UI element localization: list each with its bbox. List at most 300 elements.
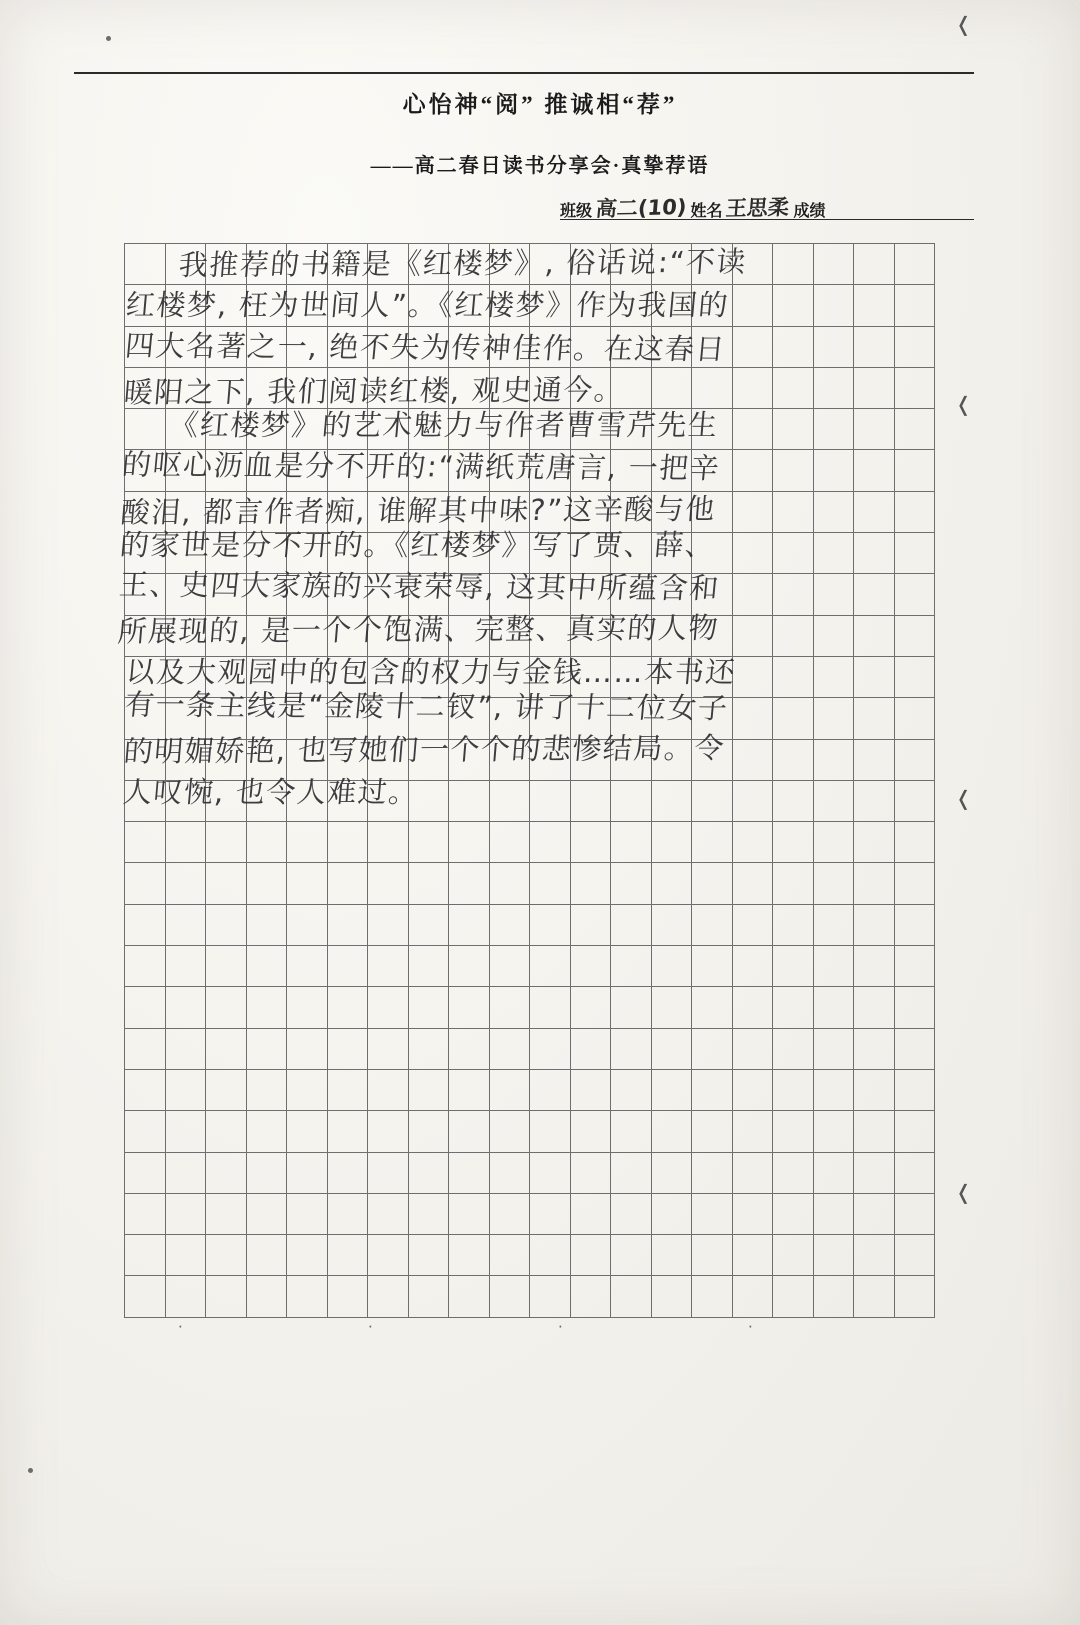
grid-cell (327, 1235, 368, 1276)
grid-cell (449, 822, 490, 863)
grid-cell (368, 1193, 409, 1234)
grid-cell (651, 739, 692, 780)
handwritten-line: 所展现的, 是一个个饱满、完整、真实的人物 (116, 611, 721, 649)
grid-cell (530, 656, 571, 697)
grid-row (125, 244, 935, 285)
grid-cell (489, 1069, 530, 1110)
grid-cell (327, 1111, 368, 1152)
grid-cell (813, 326, 854, 367)
grid-cell (165, 1193, 206, 1234)
grid-cell (206, 450, 247, 491)
grid-cell (570, 1069, 611, 1110)
grid-cell (368, 739, 409, 780)
grid-cell (165, 1152, 206, 1193)
grid-cell (327, 656, 368, 697)
grid-cell (570, 863, 611, 904)
grid-cell (246, 987, 287, 1028)
grid-cell (246, 615, 287, 656)
grid-row (125, 574, 935, 615)
grid-cell (206, 656, 247, 697)
grid-cell (813, 656, 854, 697)
grid-cell (327, 326, 368, 367)
grid-cell (854, 1235, 895, 1276)
grid-cell (692, 987, 733, 1028)
grid-cell (489, 987, 530, 1028)
grid-cell (246, 863, 287, 904)
grid-cell (206, 1152, 247, 1193)
grid-cell (408, 533, 449, 574)
grid-cell (165, 285, 206, 326)
grid-cell (732, 244, 773, 285)
grid-row (125, 1235, 935, 1276)
grid-cell (854, 285, 895, 326)
name-label: 姓名 (690, 203, 723, 220)
grid-cell (287, 367, 328, 408)
grid-cell (489, 822, 530, 863)
grid-cell (246, 367, 287, 408)
grid-cell (692, 1111, 733, 1152)
grid-cell (732, 491, 773, 532)
grid-cell (408, 987, 449, 1028)
grid-cell (692, 739, 733, 780)
grid-cell (773, 1069, 814, 1110)
grid-cell (368, 244, 409, 285)
grid-cell (732, 533, 773, 574)
grid-cell (125, 574, 166, 615)
grid-cell (813, 450, 854, 491)
grid-cell (894, 491, 935, 532)
grid-cell (287, 615, 328, 656)
grid-cell (651, 1111, 692, 1152)
grid-cell (651, 367, 692, 408)
grid-cell (651, 1069, 692, 1110)
grid-cell (813, 1276, 854, 1317)
grid-cell (125, 1193, 166, 1234)
grid-cell (368, 491, 409, 532)
grid-cell (449, 739, 490, 780)
grid-cell (894, 698, 935, 739)
grid-cell (206, 244, 247, 285)
grid-cell (813, 739, 854, 780)
grid-cell (732, 863, 773, 904)
grid-cell (206, 491, 247, 532)
grid-cell (894, 409, 935, 450)
grid-cell (894, 615, 935, 656)
grid-cell (611, 1069, 652, 1110)
grid-cell (368, 326, 409, 367)
grid-cell (570, 1152, 611, 1193)
grid-cell (125, 1235, 166, 1276)
grid-cell (287, 285, 328, 326)
grid-row (125, 987, 935, 1028)
grid-cell (854, 1069, 895, 1110)
grid-cell (408, 656, 449, 697)
grid-cell (489, 1276, 530, 1317)
grid-cell (570, 656, 611, 697)
grid-cell (813, 244, 854, 285)
grid-cell (773, 326, 814, 367)
grid-cell (894, 1028, 935, 1069)
grid-cell (246, 1152, 287, 1193)
grid-cell (125, 326, 166, 367)
grid-cell (125, 1111, 166, 1152)
grid-cell (246, 491, 287, 532)
grid-cell (570, 491, 611, 532)
grid-cell (125, 615, 166, 656)
grid-cell (287, 698, 328, 739)
grid-cell (327, 1069, 368, 1110)
grid-cell (530, 1028, 571, 1069)
grid-cell (692, 656, 733, 697)
handwritten-line: 的家世是分不开的。《红楼梦》写了贾、薛、 (118, 527, 718, 562)
grid-cell (489, 450, 530, 491)
grid-cell (894, 244, 935, 285)
grid-cell (287, 244, 328, 285)
grid-cell (287, 946, 328, 987)
grid-cell (327, 367, 368, 408)
grid-cell (165, 1111, 206, 1152)
grid-cell (894, 780, 935, 821)
grid-cell (449, 1111, 490, 1152)
grid-cell (287, 1235, 328, 1276)
grid-cell (692, 533, 733, 574)
grid-cell (530, 822, 571, 863)
grid-cell (206, 698, 247, 739)
grid-cell (530, 780, 571, 821)
grid-cell (813, 1193, 854, 1234)
grid-cell (408, 1111, 449, 1152)
grid-cell (368, 615, 409, 656)
grid-cell (206, 1193, 247, 1234)
grid-cell (408, 1069, 449, 1110)
grid-cell (773, 409, 814, 450)
handwritten-line: 四大名著之一, 绝不失为传神佳作。在这春日 (123, 328, 728, 366)
grid-cell (246, 244, 287, 285)
grid-row (125, 1152, 935, 1193)
grid-cell (368, 367, 409, 408)
grid-cell (773, 1111, 814, 1152)
grid-row (125, 1069, 935, 1110)
grid-cell (813, 822, 854, 863)
student-meta-row (560, 192, 980, 222)
grid-cell (125, 656, 166, 697)
grid-cell (246, 739, 287, 780)
grid-cell (813, 1235, 854, 1276)
grid-cell (489, 904, 530, 945)
grid-cell (449, 1276, 490, 1317)
grid-cell (165, 739, 206, 780)
grid-cell (611, 946, 652, 987)
grid-cell (489, 285, 530, 326)
grid-cell (368, 574, 409, 615)
grid-cell (651, 326, 692, 367)
grid-cell (449, 615, 490, 656)
grid-cell (611, 533, 652, 574)
grid-cell (651, 1152, 692, 1193)
grid-cell (732, 1235, 773, 1276)
grid-cell (692, 1235, 733, 1276)
bottom-tick-mark: · (748, 1318, 753, 1336)
grid-cell (813, 574, 854, 615)
grid-cell (530, 1235, 571, 1276)
grid-cell (611, 1111, 652, 1152)
grid-row (125, 863, 935, 904)
grid-cell (692, 409, 733, 450)
grid-cell (408, 946, 449, 987)
grid-cell (125, 533, 166, 574)
grid-cell (368, 285, 409, 326)
grid-cell (327, 780, 368, 821)
class-value: 高二(10) (594, 195, 688, 221)
grid-cell (408, 326, 449, 367)
grid-cell (206, 780, 247, 821)
grid-cell (570, 326, 611, 367)
grid-cell (489, 409, 530, 450)
grid-cell (408, 491, 449, 532)
grid-row (125, 1193, 935, 1234)
grid-cell (165, 367, 206, 408)
grid-cell (530, 326, 571, 367)
grid-cell (489, 491, 530, 532)
grid-cell (732, 1028, 773, 1069)
grid-cell (854, 491, 895, 532)
grid-cell (368, 1028, 409, 1069)
grid-cell (651, 987, 692, 1028)
grid-cell (287, 904, 328, 945)
grid-cell (246, 698, 287, 739)
grid-cell (530, 244, 571, 285)
grid-cell (530, 533, 571, 574)
grid-cell (368, 1276, 409, 1317)
grid-cell (732, 946, 773, 987)
grid-cell (449, 904, 490, 945)
grid-cell (408, 615, 449, 656)
grid-cell (246, 1111, 287, 1152)
grid-cell (854, 904, 895, 945)
grid-row (125, 1028, 935, 1069)
grid-cell (773, 739, 814, 780)
grid-cell (732, 367, 773, 408)
grid-cell (813, 615, 854, 656)
grid-cell (611, 1235, 652, 1276)
grid-row (125, 450, 935, 491)
grid-cell (327, 1028, 368, 1069)
grid-cell (732, 409, 773, 450)
grid-cell (773, 491, 814, 532)
grid-cell (165, 1069, 206, 1110)
grid-cell (408, 1028, 449, 1069)
grid-cell (651, 450, 692, 491)
grid-cell (894, 574, 935, 615)
meta-underline (560, 219, 974, 220)
grid-cell (570, 244, 611, 285)
grid-cell (165, 822, 206, 863)
grid-cell (287, 1193, 328, 1234)
grid-cell (692, 780, 733, 821)
handwritten-line: 人叹惋, 也令人难过。 (121, 774, 421, 809)
grid-cell (165, 904, 206, 945)
grid-cell (894, 1193, 935, 1234)
grid-cell (611, 615, 652, 656)
grid-cell (530, 409, 571, 450)
grid-cell (773, 946, 814, 987)
grid-cell (570, 409, 611, 450)
grid-cell (246, 409, 287, 450)
grid-cell (570, 574, 611, 615)
grid-cell (246, 1235, 287, 1276)
grid-row (125, 1276, 935, 1317)
grid-cell (327, 1193, 368, 1234)
grid-cell (570, 285, 611, 326)
grid-cell (408, 739, 449, 780)
grid-cell (611, 780, 652, 821)
grid-cell (570, 1193, 611, 1234)
grid-row (125, 822, 935, 863)
grid-cell (692, 615, 733, 656)
grid-cell (165, 863, 206, 904)
grid-cell (530, 1069, 571, 1110)
grid-cell (408, 450, 449, 491)
grid-cell (449, 987, 490, 1028)
grid-cell (570, 450, 611, 491)
grid-cell (489, 739, 530, 780)
grid-cell (368, 409, 409, 450)
grid-cell (773, 780, 814, 821)
grid-cell (287, 574, 328, 615)
handwritten-line: 酸泪, 都言作者痴, 谁解其中味?”这辛酸与他 (119, 491, 718, 530)
grid-cell (408, 574, 449, 615)
grid-cell (287, 1111, 328, 1152)
grid-cell (894, 1111, 935, 1152)
grid-cell (651, 1235, 692, 1276)
grid-cell (692, 1276, 733, 1317)
grid-cell (206, 946, 247, 987)
grid-cell (854, 946, 895, 987)
grid-cell (732, 574, 773, 615)
grid-cell (732, 1111, 773, 1152)
grid-cell (854, 863, 895, 904)
grid-cell (611, 1152, 652, 1193)
grid-cell (732, 615, 773, 656)
grid-cell (165, 574, 206, 615)
grid-cell (732, 1193, 773, 1234)
grid-row (125, 615, 935, 656)
grid-cell (894, 1235, 935, 1276)
binding-dot-icon (106, 36, 111, 41)
grid-cell (408, 1235, 449, 1276)
grid-cell (125, 822, 166, 863)
grid-cell (368, 904, 409, 945)
grid-cell (692, 904, 733, 945)
grid-cell (287, 1069, 328, 1110)
grid-cell (246, 904, 287, 945)
grid-cell (570, 615, 611, 656)
grid-cell (327, 863, 368, 904)
grid-cell (813, 367, 854, 408)
grid-cell (854, 987, 895, 1028)
grid-cell (611, 491, 652, 532)
grid-cell (368, 863, 409, 904)
grid-cell (651, 533, 692, 574)
grid-cell (287, 326, 328, 367)
grid-cell (206, 987, 247, 1028)
grid-cell (246, 656, 287, 697)
grid-cell (854, 367, 895, 408)
grid-cell (287, 1276, 328, 1317)
grid-cell (327, 615, 368, 656)
grid-cell (246, 1193, 287, 1234)
grid-cell (449, 244, 490, 285)
grid-cell (206, 533, 247, 574)
grid-cell (449, 1028, 490, 1069)
handwritten-line: 我推荐的书籍是《红楼梦》, 俗话说:“不读 (116, 244, 749, 283)
grid-cell (651, 656, 692, 697)
grid-cell (813, 904, 854, 945)
grid-cell (327, 491, 368, 532)
grid-cell (894, 946, 935, 987)
grid-cell (611, 574, 652, 615)
grid-cell (894, 285, 935, 326)
grid-cell (125, 1152, 166, 1193)
grid-cell (651, 409, 692, 450)
grid-cell (651, 863, 692, 904)
handwritten-line: 有一条主线是“金陵十二钗”, 讲了十二位女子 (123, 687, 730, 726)
grid-cell (125, 739, 166, 780)
grid-cell (692, 574, 733, 615)
grid-cell (489, 574, 530, 615)
grid-cell (449, 409, 490, 450)
grid-cell (287, 1028, 328, 1069)
grid-cell (165, 244, 206, 285)
grid-cell (773, 285, 814, 326)
grid-cell (854, 326, 895, 367)
grid-cell (327, 409, 368, 450)
grid-cell (611, 656, 652, 697)
grid-cell (854, 780, 895, 821)
margin-tick-icon: ❬ (955, 392, 972, 416)
grid-cell (489, 780, 530, 821)
grid-cell (692, 326, 733, 367)
grid-cell (408, 780, 449, 821)
grid-cell (732, 1152, 773, 1193)
grid-cell (327, 698, 368, 739)
grid-cell (206, 367, 247, 408)
name-value: 王思柔 (725, 195, 791, 221)
grid-cell (165, 780, 206, 821)
grid-cell (854, 533, 895, 574)
grid-cell (368, 946, 409, 987)
grid-cell (125, 698, 166, 739)
margin-tick-icon: ❬ (955, 12, 972, 36)
grid-cell (854, 244, 895, 285)
grid-cell (894, 987, 935, 1028)
grid-cell (489, 1111, 530, 1152)
grid-cell (570, 1111, 611, 1152)
grid-cell (489, 533, 530, 574)
margin-tick-icon: ❬ (955, 1180, 972, 1204)
grid-cell (449, 1193, 490, 1234)
grid-cell (206, 739, 247, 780)
grid-cell (813, 491, 854, 532)
composition-grid (124, 243, 914, 1290)
grid-cell (530, 1152, 571, 1193)
grid-cell (692, 491, 733, 532)
grid-cell (530, 946, 571, 987)
grid-cell (813, 1069, 854, 1110)
grid-cell (449, 574, 490, 615)
grid-cell (732, 326, 773, 367)
grid-cell (611, 285, 652, 326)
